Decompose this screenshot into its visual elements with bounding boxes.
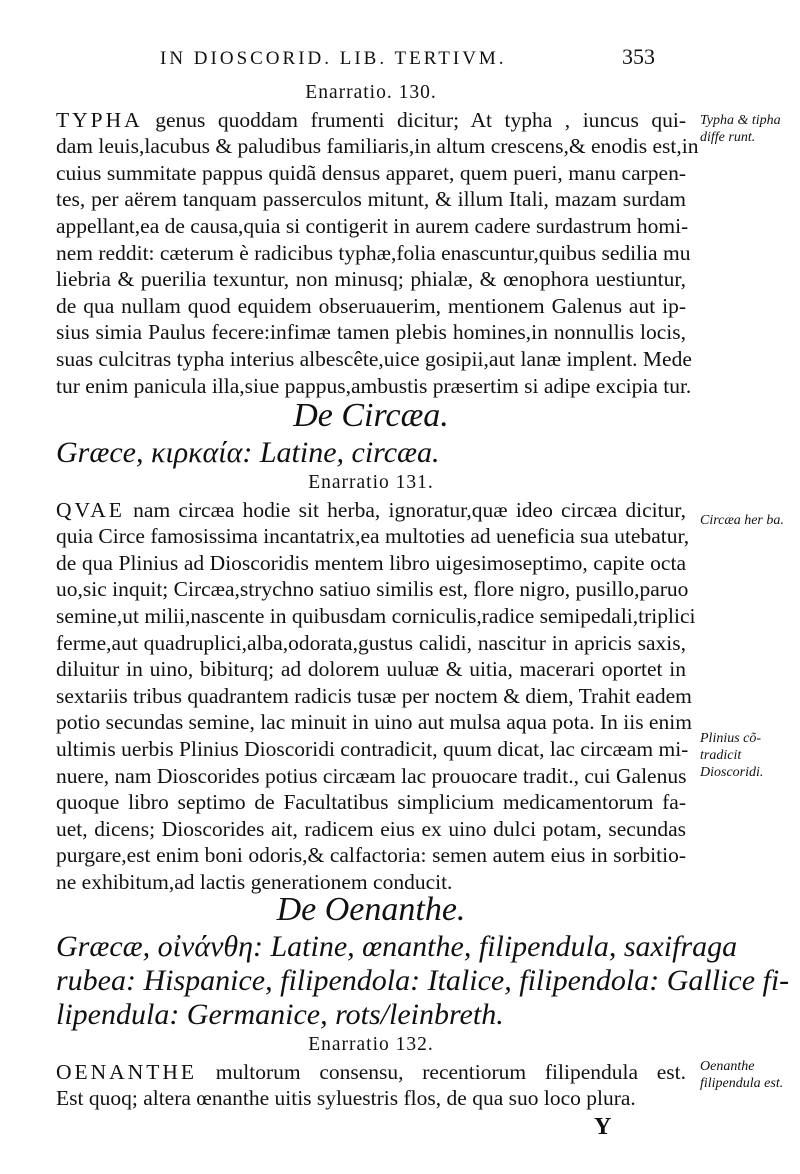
enarratio-131-heading: Enarratio 131. xyxy=(308,472,434,493)
body-line: QVAE nam circæa hodie sit herba, ignoratur,quæ ideo circæa dicitur, xyxy=(56,497,686,522)
body-line: tur enim panicula illa,siue pappus,ambustis præsertim si adipe excipia tur. xyxy=(56,373,692,398)
drop-word: TYPHA xyxy=(56,107,143,132)
section-title-oenanthe: De Oenanthe. xyxy=(276,891,466,928)
margin-note-oenanthe: Oenanthe filipendula est. xyxy=(700,1059,784,1091)
body-line: ne exhibitum,ad lactis generationem conducit. xyxy=(56,869,453,894)
margin-note-plinius: Plinius cõ- tradicit Dioscoridi. xyxy=(700,731,764,780)
page-number: 353 xyxy=(622,44,655,69)
section-130 xyxy=(56,80,699,399)
drop-word: QVAE xyxy=(56,497,125,522)
body-line: liebria & puerilia texuntur, non minusq; phialæ, & œnophora uestiuntur, xyxy=(56,267,686,292)
body-line: ultimis uerbis Plinius Dioscoridi contradicit, quum dicat, lac circæam mi- xyxy=(56,736,689,761)
running-head: IN DIOSCORID. LIB. TERTIVM. xyxy=(160,48,507,69)
body-line: appellant,ea de causa,quia si contigerit in aurem cadere surdastrum homi- xyxy=(56,213,689,238)
body-line: cuius summitate pappus quidã densus apparet, quem pueri, manu carpen- xyxy=(56,160,686,185)
body-line: de qua Plinius ad Dioscoridis mentem libro uigesimoseptimo, capite octa xyxy=(56,550,686,575)
body-line: quia Circe famosissima incantatrix,ea multoties ad ueneficia sua utebatur, xyxy=(56,524,690,549)
body-line: purgare,est enim boni odoris,& calfactoria: semen autem eius in sorbitio- xyxy=(56,843,686,868)
names-line: lipendula: Germanice, rots/leinbreth. xyxy=(56,998,504,1031)
body-line: OENANTHE multorum consensu, recentiorum filipendula est. xyxy=(56,1059,686,1084)
body-line: sius simia Paulus fecere:infimæ tamen plebis homines,in nonnullis locis, xyxy=(56,320,686,345)
names-line: Græcæ, οἰνάνθη: Latine, œnanthe, filipendula, saxifraga xyxy=(56,930,738,963)
names-line: rubea: Hispanice, filipendola: Italice, filipendola: Gallice fi- xyxy=(56,964,790,997)
body-line: quoque libro septimo de Facultatibus simplicium medicamentorum fa- xyxy=(56,790,686,815)
body-line: semine,ut milii,nascente in quibusdam corniculis,radice semipedali,triplici xyxy=(56,603,696,628)
catchword: Y xyxy=(594,1114,612,1140)
body-line: de qua nullam quod equidem obseruauerim, mentionem Galenus aut ip- xyxy=(56,293,686,318)
enarratio-132-heading: Enarratio 132. xyxy=(308,1034,434,1055)
body-line: nem reddit: cæterum è radicibus typhæ,folia enascuntur,quibus sedilia mu xyxy=(56,240,691,265)
body-line: dam leuis,lacubus & paludibus familiaris,in altum crescens,& enodis est,in xyxy=(56,134,699,159)
section-circaea xyxy=(56,396,696,896)
drop-word: OENANTHE xyxy=(56,1059,198,1084)
body-line: potio secundas semine, lac minuit in uino aut mulsa aqua pota. In iis enim xyxy=(56,710,692,735)
body-line: tes, per aërem tanquam passerculos mitunt, & illum Itali, mazam surdam xyxy=(56,187,686,212)
section-title-circaea: De Circæa. xyxy=(293,397,449,434)
enarratio-130-heading: Enarratio. 130. xyxy=(305,82,437,103)
body-line: TYPHA genus quoddam frumenti dicitur; At typha , iuncus qui- xyxy=(56,107,686,132)
body-line: uet, dicens; Dioscorides ait, radicem eius ex uino dulci potam, secundas xyxy=(56,816,686,841)
body-line: uo,sic inquit; Circæa,strychno satiuo similis est, flore nigro, pusillo,paruo xyxy=(56,577,689,602)
body-line: sextariis tribus quadrantem radicis tusæ per noctem & diem, Trahit eadem xyxy=(56,683,692,708)
names-line: Græce, κιρκαία: Latine, circæa. xyxy=(56,436,440,469)
body-line: ferme,aut quadruplici,alba,odorata,gustus calidi, nascitur in apricis saxis, xyxy=(56,630,686,655)
body-line: diluitur in uino, bibiturq; ad dolorem uuluæ & uitia, macerari oportet in xyxy=(56,657,686,682)
body-line: nuere, nam Dioscorides potius circæam lac prouocare tradit., cui Galenus xyxy=(56,763,687,788)
body-line: suas culcitras typha interius albescête,uice gosipii,aut lanæ implent. Mede xyxy=(56,346,692,371)
margin-note-circaea: Circæa her ba. xyxy=(700,513,784,528)
body-line: Est quoq; altera œnanthe uitis syluestris flos, de qua suo loco plura. xyxy=(56,1086,636,1111)
margin-note-typha: Typha & tipha diffe runt. xyxy=(700,113,781,145)
